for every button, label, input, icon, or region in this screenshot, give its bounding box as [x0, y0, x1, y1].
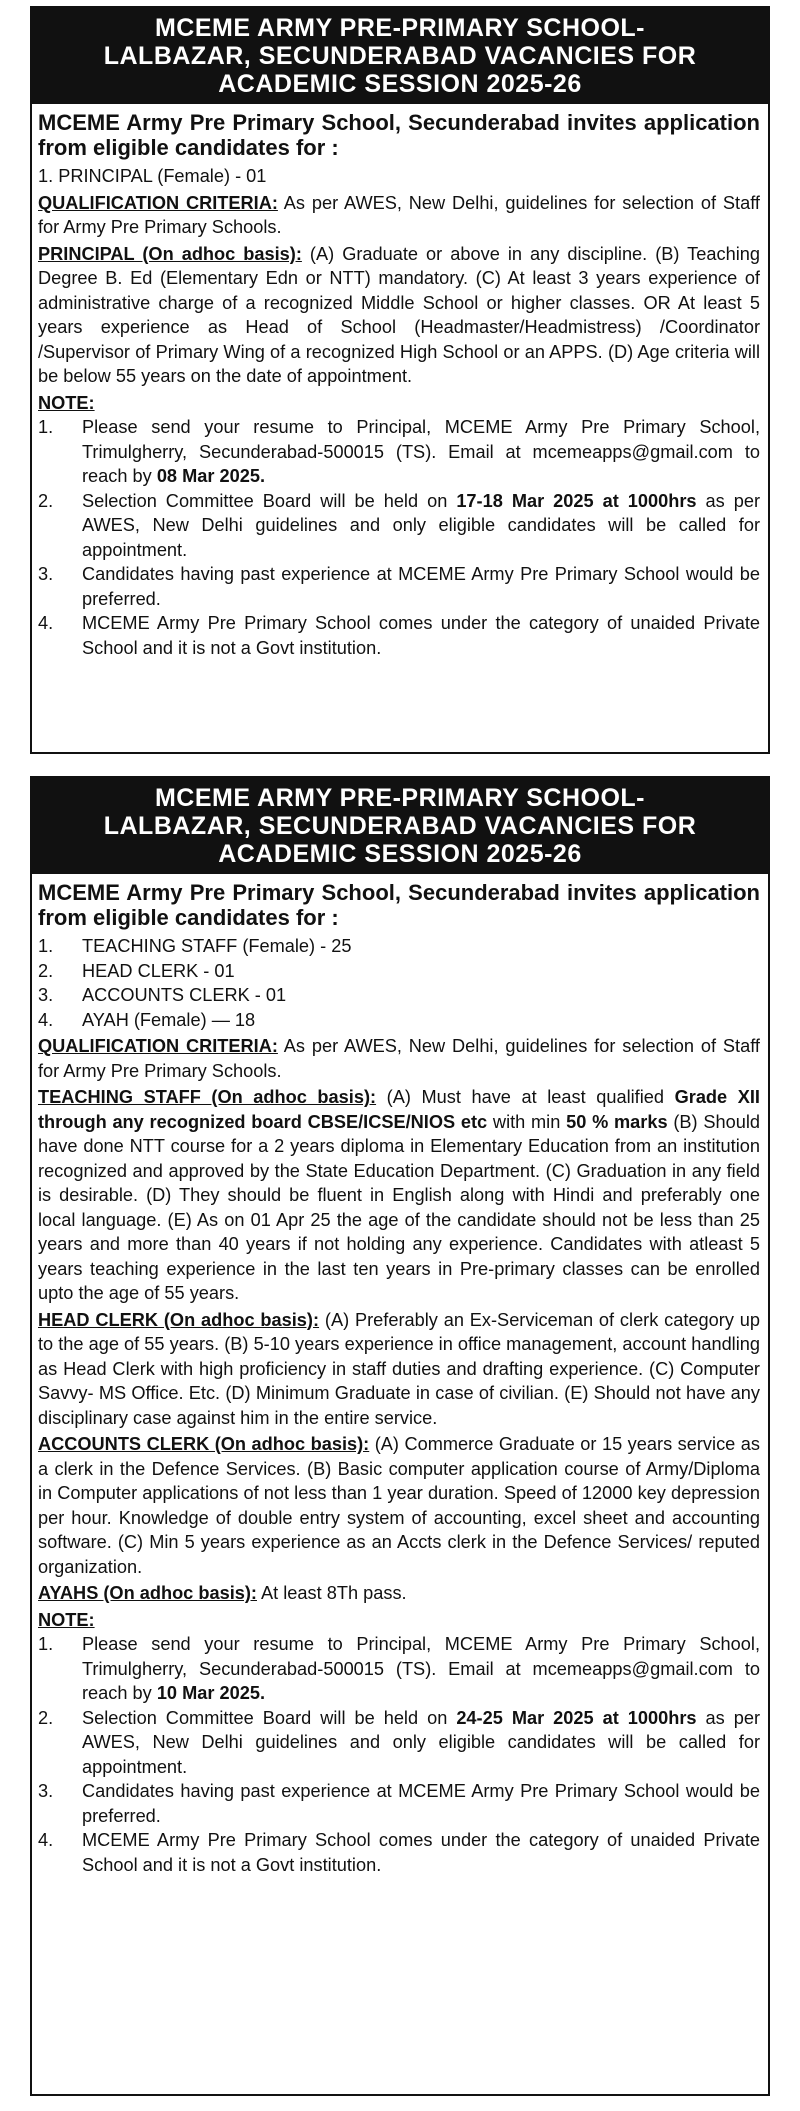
criteria-text: (A) Commerce Graduate or 15 years service as a clerk in the Defence Services. (B) Basic computer application course of Army/Diploma in Computer applications of not less than 1 year duration. Speed of 12000 key depression per hour. Knowledge of double entry system of accounting, excel sheet and accounting software. (C) Min 5 years experience as an Accts clerk in the Defence Services/ reputed organization.	[38, 1434, 760, 1577]
qualification-text: As per AWES, New Delhi, guidelines for selection of Staff for Army Pre Primary Schools.	[38, 1036, 760, 1081]
post-title: ACCOUNTS CLERK - 01	[82, 985, 287, 1005]
principal-criteria	[38, 242, 760, 389]
post-item	[38, 934, 760, 959]
note-text	[82, 489, 760, 563]
note-item	[38, 1828, 760, 1877]
qualification-label: QUALIFICATION CRITERIA:	[38, 192, 278, 213]
notice-header	[32, 778, 768, 874]
note-board-date: 24-25 Mar 2025 at 1000hrs	[456, 1707, 697, 1728]
note-board-date: 17-18 Mar 2025 at 1000hrs	[456, 490, 697, 511]
criteria-text: (A) Preferably an Ex-Serviceman of clerk category up to the age of 55 years. (B) 5-10 years experience in office management, account handling as Head Clerk with high proficiency in staff duties and drafting experience. (C) Computer Savvy- MS Office. Etc. (D) Minimum Graduate in case of civilian. (E) Should not have any disciplinary case against him in the entire service.	[38, 1309, 761, 1428]
accounts-clerk-criteria	[38, 1432, 760, 1579]
post-item	[38, 1008, 760, 1033]
note-item	[38, 1632, 760, 1706]
qualification-text: As per AWES, New Delhi, guidelines for selection of Staff for Army Pre Primary Schools.	[38, 192, 760, 237]
vacancy-notice-staff	[30, 776, 770, 2096]
vacancy-notice-principal	[30, 6, 770, 754]
header-line: LALBAZAR, SECUNDERABAD VACANCIES FOR	[103, 42, 697, 70]
note-text: MCEME Army Pre Primary School comes under the category of unaided Private School and it is not a Govt institution.	[82, 613, 760, 658]
note-deadline: 08 Mar 2025.	[156, 466, 266, 486]
principal-label: PRINCIPAL (On adhoc basis):	[38, 243, 302, 264]
note-number: 4.	[38, 1830, 54, 1850]
ayahs-label: AYAHS (On adhoc basis):	[38, 1583, 257, 1603]
notice-body	[32, 874, 768, 1881]
qualification-label: QUALIFICATION CRITERIA:	[38, 1036, 278, 1056]
criteria-bold: 50 % marks	[566, 1111, 668, 1132]
note-item	[38, 562, 760, 611]
principal-text: (A) Graduate or above in any discipline. (B) Teaching Degree B. Ed (Elementary Edn or NTT) mandatory. (C) At least 3 years experience of administrative charge of a recognized Middle School or higher classes. OR At least 5 years experience as Head of School (Headmaster/Headmistress) /Coordinator /Supervisor of Primary Wing of a recognized High School or an APPS. (D) Age criteria will be below 55 years on the date of appointment.	[38, 243, 760, 386]
note-number: 3.	[38, 1781, 54, 1801]
criteria-text: (A) Must have at least qualified	[376, 1087, 675, 1107]
post-number: 3.	[38, 985, 54, 1005]
post-number: 1.	[38, 936, 54, 956]
header-line: MCEME ARMY PRE-PRIMARY SCHOOL-	[154, 14, 646, 42]
post-item	[38, 983, 760, 1008]
note-text: Candidates having past experience at MCEME Army Pre Primary School would be preferred.	[82, 1781, 760, 1826]
qualification-criteria	[38, 191, 760, 240]
post-item	[38, 959, 760, 984]
note-text: MCEME Army Pre Primary School comes under the category of unaided Private School and it is not a Govt institution.	[82, 1830, 760, 1875]
note-text	[82, 1706, 760, 1780]
criteria-bold: Grade XII through any recognized board CBSE/ICSE/NIOS etc	[38, 1087, 760, 1132]
note-number: 1.	[38, 1634, 54, 1654]
notice-header	[32, 8, 768, 104]
intro-text: MCEME Army Pre Primary School, Secunderabad invites application from eligible candidates for :	[38, 110, 760, 160]
notice-body	[32, 104, 768, 664]
note-number: 3.	[38, 564, 54, 584]
note-text: Candidates having past experience at MCEME Army Pre Primary School would be preferred.	[82, 564, 760, 609]
header-line: ACADEMIC SESSION 2025-26	[218, 70, 582, 98]
note-item	[38, 489, 760, 563]
qualification-criteria	[38, 1034, 760, 1083]
note-text-part: as per AWES, New Delhi guidelines and only eligible candidates will be called for appointment.	[82, 1707, 761, 1777]
note-item	[38, 415, 760, 489]
post-number: 2.	[38, 960, 54, 981]
header-line: ACADEMIC SESSION 2025-26	[218, 840, 582, 868]
note-text-part: Please send your resume to Principal, MCEME Army Pre Primary School, Trimulgherry, Secunderabad-500015 (TS). Email at mcemeapps@gmail.com to reach by	[82, 1634, 760, 1703]
note-text-part: Selection Committee Board will be held on	[82, 490, 457, 511]
teaching-staff-label: TEACHING STAFF (On adhoc basis):	[38, 1087, 377, 1107]
note-text	[82, 1632, 760, 1706]
criteria-text: At least 8Th pass.	[256, 1583, 407, 1603]
note-number: 1.	[38, 417, 54, 437]
note-item	[38, 1706, 760, 1780]
ayahs-criteria	[38, 1581, 760, 1606]
note-number: 4.	[38, 613, 54, 633]
note-text-part: Please send your resume to Principal, MCEME Army Pre Primary School, Trimulgherry, Secunderabad-500015 (TS). Email at mcemeapps@gmail.com to reach by	[82, 417, 760, 486]
intro-text: MCEME Army Pre Primary School, Secunderabad invites application from eligible candidates for :	[38, 880, 760, 930]
teaching-staff-criteria	[38, 1085, 760, 1306]
note-text-part: as per AWES, New Delhi guidelines and only eligible candidates will be called for appointment.	[82, 490, 761, 560]
post-title: TEACHING STAFF (Female) - 25	[82, 936, 352, 956]
header-line: MCEME ARMY PRE-PRIMARY SCHOOL-	[154, 784, 646, 812]
post-item: 1. PRINCIPAL (Female) - 01	[38, 166, 267, 186]
note-number: 2.	[38, 490, 54, 511]
criteria-text: with min	[487, 1111, 567, 1132]
header-line: LALBAZAR, SECUNDERABAD VACANCIES FOR	[103, 812, 697, 840]
head-clerk-criteria	[38, 1308, 760, 1431]
post-title: HEAD CLERK - 01	[82, 960, 235, 981]
note-heading: NOTE:	[38, 1609, 95, 1630]
criteria-text: (B) Should have done NTT course for a 2 years diploma in Elementary Education from an institution recognized and approved by the State Education Department. (C) Graduation in any field is desirable. (D) They should be fluent in English along with Hindi and preferably one local language. (E) As on 01 Apr 25 the age of the candidate should not be less than 25 years and more than 40 years if not holding any experience. Candidates with atleast 5 years teaching experience in the last ten years in Pre-primary classes can be enrolled upto the age of 55 years.	[38, 1111, 760, 1303]
note-item	[38, 1779, 760, 1828]
note-text-part: Selection Committee Board will be held on	[82, 1707, 457, 1728]
note-deadline: 10 Mar 2025.	[156, 1683, 266, 1703]
accounts-clerk-label: ACCOUNTS CLERK (On adhoc basis):	[38, 1434, 370, 1454]
post-title: AYAH (Female) — 18	[82, 1009, 256, 1030]
note-item	[38, 611, 760, 660]
note-number: 2.	[38, 1707, 54, 1728]
head-clerk-label: HEAD CLERK (On adhoc basis):	[38, 1309, 320, 1330]
note-text	[82, 415, 760, 489]
note-heading: NOTE:	[38, 392, 95, 413]
post-number: 4.	[38, 1009, 54, 1030]
